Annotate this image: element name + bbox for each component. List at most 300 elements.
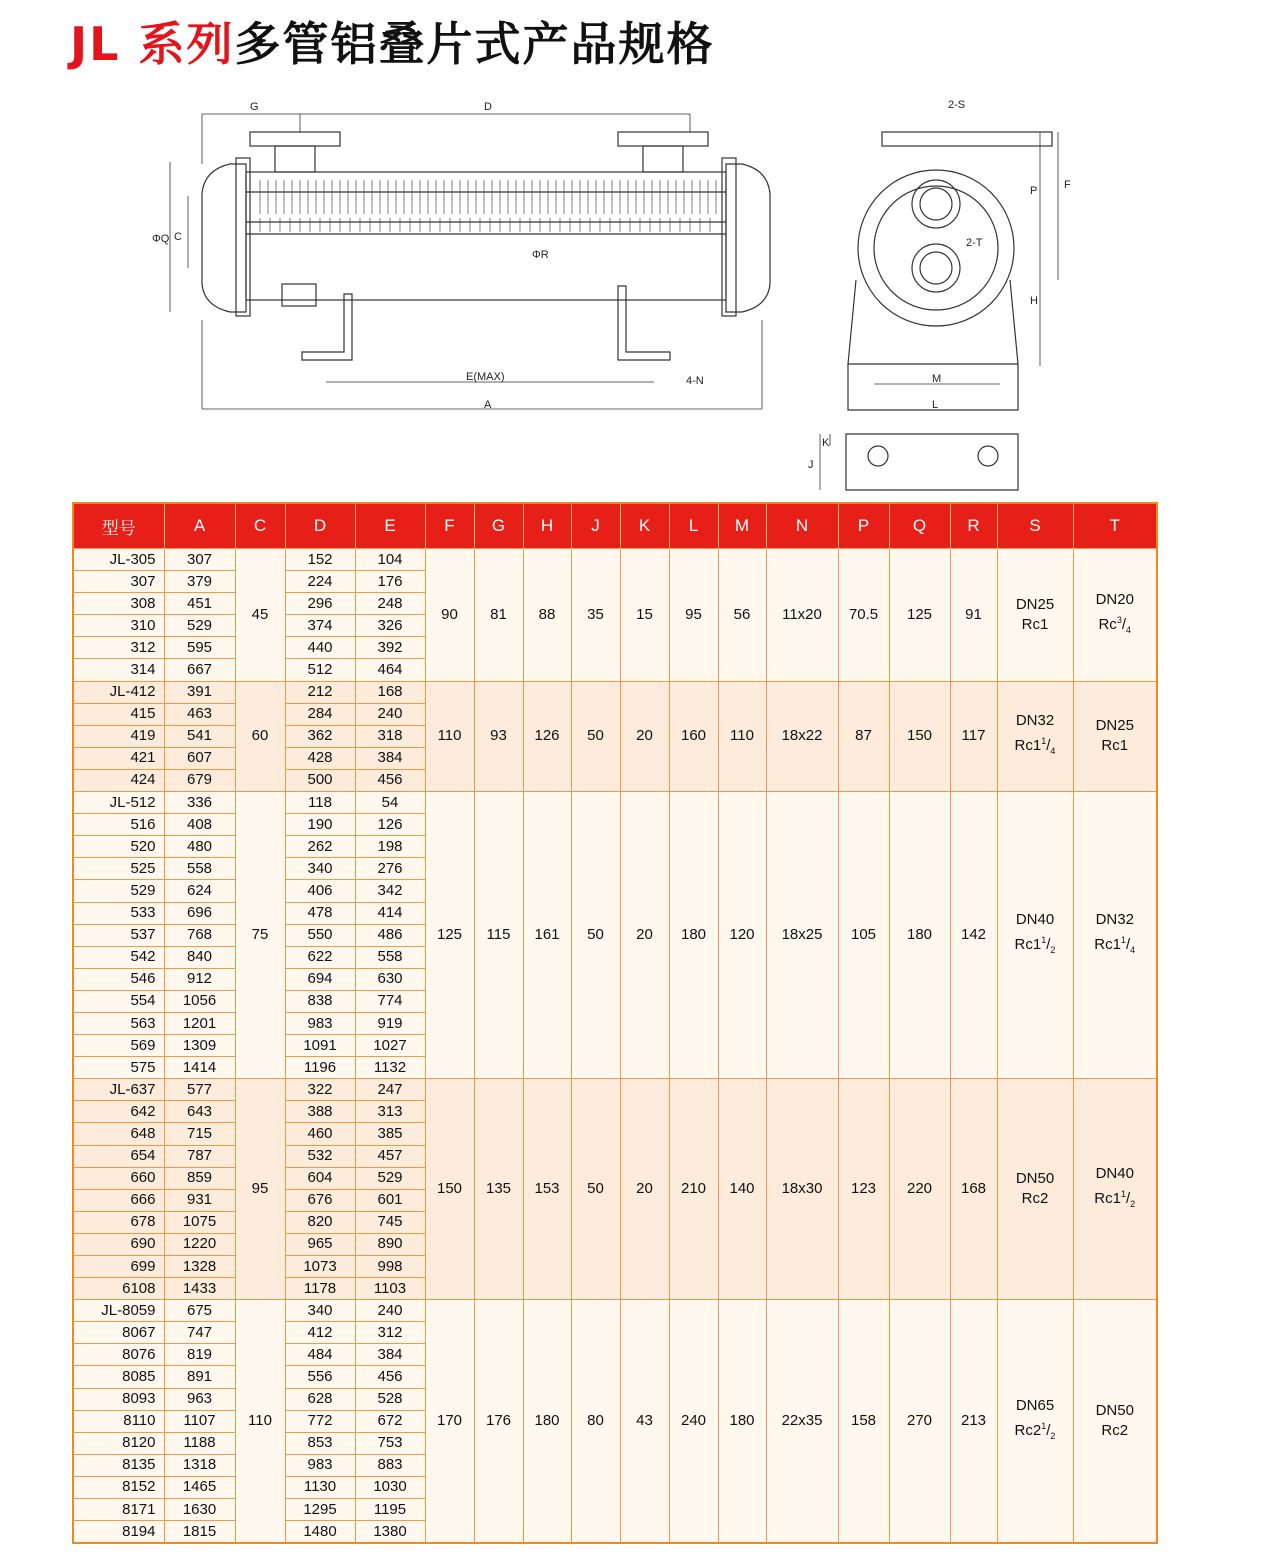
cell-d: 262 xyxy=(285,836,355,858)
cell-a: 480 xyxy=(164,836,235,858)
cell-j: 35 xyxy=(571,549,620,682)
dim-label-g: G xyxy=(250,101,259,113)
cell-a: 336 xyxy=(164,792,235,814)
dim-label-4n: 4-N xyxy=(686,375,704,387)
cell-e: 753 xyxy=(355,1432,425,1454)
col-header-g: G xyxy=(474,503,523,549)
cell-j: 50 xyxy=(571,681,620,791)
cell-r: 117 xyxy=(950,681,997,791)
cell-a: 1107 xyxy=(164,1410,235,1432)
cell-e: 457 xyxy=(355,1145,425,1167)
cell-m: 180 xyxy=(718,1300,766,1544)
cell-g: 135 xyxy=(474,1079,523,1300)
cell-a: 1328 xyxy=(164,1256,235,1278)
cell-e: 456 xyxy=(355,1366,425,1388)
cell-d: 838 xyxy=(285,990,355,1012)
cell-h: 88 xyxy=(523,549,571,682)
cell-model: 690 xyxy=(73,1233,164,1255)
cell-model: JL-512 xyxy=(73,792,164,814)
cell-c: 95 xyxy=(235,1079,285,1300)
cell-model: 6108 xyxy=(73,1278,164,1300)
shell-body xyxy=(246,172,726,300)
conn-size: DN25 xyxy=(1095,717,1134,735)
cell-s xyxy=(997,1079,1073,1300)
cell-a: 1201 xyxy=(164,1012,235,1034)
cell-r: 142 xyxy=(950,792,997,1079)
cell-d: 676 xyxy=(285,1189,355,1211)
cell-d: 152 xyxy=(285,549,355,571)
cell-model: 563 xyxy=(73,1012,164,1034)
cell-d: 412 xyxy=(285,1322,355,1344)
cell-model: 314 xyxy=(73,659,164,681)
conn-thread: Rc1 xyxy=(1014,737,1042,755)
cell-a: 1309 xyxy=(164,1035,235,1057)
cell-a: 840 xyxy=(164,946,235,968)
page-title xyxy=(70,14,714,74)
cell-model: JL-412 xyxy=(73,681,164,703)
col-header-t: T xyxy=(1073,503,1157,549)
cell-e: 276 xyxy=(355,858,425,880)
cell-d: 1196 xyxy=(285,1057,355,1079)
cell-e: 392 xyxy=(355,637,425,659)
dim-label-2t: 2-T xyxy=(966,237,983,249)
cell-p: 87 xyxy=(838,681,889,791)
cell-model: 8076 xyxy=(73,1344,164,1366)
cell-d: 484 xyxy=(285,1344,355,1366)
conn-fraction-num: 1 xyxy=(1041,1421,1047,1432)
cell-n: 22x35 xyxy=(766,1300,838,1544)
cell-model: 575 xyxy=(73,1057,164,1079)
cell-e: 1027 xyxy=(355,1035,425,1057)
cell-a: 1075 xyxy=(164,1211,235,1233)
cell-model: 8152 xyxy=(73,1476,164,1498)
technical-drawing xyxy=(70,84,1160,496)
cell-e: 558 xyxy=(355,946,425,968)
cell-a: 1056 xyxy=(164,990,235,1012)
cell-a: 747 xyxy=(164,1322,235,1344)
cell-model: 542 xyxy=(73,946,164,968)
cell-c: 45 xyxy=(235,549,285,682)
cell-s: DN40 $Rc1^1/_2$ xyxy=(997,792,1073,1079)
dim-label-l: L xyxy=(932,399,939,411)
cell-d: 532 xyxy=(285,1145,355,1167)
cell-c: 75 xyxy=(235,792,285,1079)
cell-d: 622 xyxy=(285,946,355,968)
cell-model: 660 xyxy=(73,1167,164,1189)
dim-label-phi-r: ΦR xyxy=(532,249,549,261)
cell-e: 528 xyxy=(355,1388,425,1410)
conn-fraction-num: 3 xyxy=(1116,614,1122,625)
cell-e: 168 xyxy=(355,681,425,703)
cell-model: 525 xyxy=(73,858,164,880)
conn-size: DN25 xyxy=(1015,595,1055,613)
cell-e: 240 xyxy=(355,703,425,725)
cell-d: 512 xyxy=(285,659,355,681)
cell-a: 819 xyxy=(164,1344,235,1366)
cell-e: 529 xyxy=(355,1167,425,1189)
cell-d: 556 xyxy=(285,1366,355,1388)
cell-a: 891 xyxy=(164,1366,235,1388)
cell-d: 224 xyxy=(285,571,355,593)
cell-model: JL-305 xyxy=(73,549,164,571)
cell-model: 529 xyxy=(73,880,164,902)
cell-a: 679 xyxy=(164,769,235,791)
cell-model: 699 xyxy=(73,1256,164,1278)
cell-a: 1630 xyxy=(164,1499,235,1521)
dim-label-m: M xyxy=(932,373,942,385)
conn-thread: Rc2 xyxy=(1021,1190,1049,1208)
cell-a: 595 xyxy=(164,637,235,659)
table-group xyxy=(73,792,1157,1079)
cell-model: 8085 xyxy=(73,1366,164,1388)
cell-e: 384 xyxy=(355,747,425,769)
cell-f: 170 xyxy=(425,1300,474,1544)
cell-model: 678 xyxy=(73,1211,164,1233)
cell-a: 667 xyxy=(164,659,235,681)
dim-label-k: K xyxy=(822,437,830,449)
cell-h: 126 xyxy=(523,681,571,791)
cell-g: 115 xyxy=(474,792,523,1079)
cell-e: 312 xyxy=(355,1322,425,1344)
cell-a: 558 xyxy=(164,858,235,880)
conn-size: DN32 xyxy=(1015,712,1055,730)
cell-model: 308 xyxy=(73,593,164,615)
cell-d: 694 xyxy=(285,968,355,990)
cell-a: 1220 xyxy=(164,1233,235,1255)
cell-e: 104 xyxy=(355,549,425,571)
cell-model: 666 xyxy=(73,1189,164,1211)
cell-n: 18x22 xyxy=(766,681,838,791)
conn-thread: Rc1 xyxy=(1101,737,1129,755)
conn-size: DN50 xyxy=(1095,1402,1134,1420)
cell-e: 919 xyxy=(355,1012,425,1034)
cell-model: 419 xyxy=(73,725,164,747)
cell-d: 1295 xyxy=(285,1499,355,1521)
cell-t: DN32 $Rc1^1/_4$ xyxy=(1073,792,1157,1079)
cell-d: 853 xyxy=(285,1432,355,1454)
cell-t xyxy=(1073,1300,1157,1544)
cell-l: 160 xyxy=(669,681,718,791)
cell-m: 110 xyxy=(718,681,766,791)
conn-size: DN40 xyxy=(1095,1165,1134,1183)
cell-p: 70.5 xyxy=(838,549,889,682)
cell-d: 212 xyxy=(285,681,355,703)
cell-a: 463 xyxy=(164,703,235,725)
dim-label-j: J xyxy=(808,459,814,471)
cell-a: 1465 xyxy=(164,1476,235,1498)
cell-q: 180 xyxy=(889,792,950,1079)
cell-e: 54 xyxy=(355,792,425,814)
col-header-j: J xyxy=(571,503,620,549)
table-group xyxy=(73,1079,1157,1300)
cell-e: 240 xyxy=(355,1300,425,1322)
cell-model: 554 xyxy=(73,990,164,1012)
cell-j: 80 xyxy=(571,1300,620,1544)
col-header-m: M xyxy=(718,503,766,549)
cell-e: 1195 xyxy=(355,1499,425,1521)
cell-model: 8120 xyxy=(73,1432,164,1454)
cell-m: 140 xyxy=(718,1079,766,1300)
cell-d: 628 xyxy=(285,1388,355,1410)
cell-d: 983 xyxy=(285,1012,355,1034)
cell-e: 464 xyxy=(355,659,425,681)
cell-d: 1130 xyxy=(285,1476,355,1498)
conn-fraction-num: 1 xyxy=(1041,935,1047,946)
table-group xyxy=(73,681,1157,791)
cell-h: 180 xyxy=(523,1300,571,1544)
cell-k: 15 xyxy=(620,549,669,682)
table-row xyxy=(73,549,1157,571)
col-header-k: K xyxy=(620,503,669,549)
cell-a: 624 xyxy=(164,880,235,902)
cell-e: 248 xyxy=(355,593,425,615)
cell-t xyxy=(1073,681,1157,791)
cell-f: 150 xyxy=(425,1079,474,1300)
cell-model: 8067 xyxy=(73,1322,164,1344)
table-row xyxy=(73,1079,1157,1101)
cell-model: 520 xyxy=(73,836,164,858)
cell-d: 1073 xyxy=(285,1256,355,1278)
cell-r: 91 xyxy=(950,549,997,682)
cell-e: 601 xyxy=(355,1189,425,1211)
cell-n: 18x25 xyxy=(766,792,838,1079)
cell-d: 428 xyxy=(285,747,355,769)
cell-a: 529 xyxy=(164,615,235,637)
col-header-q: Q xyxy=(889,503,950,549)
cell-model: 648 xyxy=(73,1123,164,1145)
cell-e: 890 xyxy=(355,1233,425,1255)
cell-t: DN20 $Rc^3/_4$ xyxy=(1073,549,1157,682)
cell-e: 998 xyxy=(355,1256,425,1278)
cell-d: 772 xyxy=(285,1410,355,1432)
conn-thread: Rc1 xyxy=(1021,615,1049,633)
cell-a: 577 xyxy=(164,1079,235,1101)
col-header-a: A xyxy=(164,503,235,549)
cell-e: 385 xyxy=(355,1123,425,1145)
cell-a: 912 xyxy=(164,968,235,990)
cell-h: 153 xyxy=(523,1079,571,1300)
cell-model: 533 xyxy=(73,902,164,924)
cell-c: 110 xyxy=(235,1300,285,1544)
cell-model: 421 xyxy=(73,747,164,769)
dim-label-e-max: E(MAX) xyxy=(466,371,505,383)
cell-d: 820 xyxy=(285,1211,355,1233)
title-series: JL 系列 xyxy=(70,17,235,71)
cell-a: 379 xyxy=(164,571,235,593)
conn-fraction-den: 4 xyxy=(1126,624,1132,635)
cell-e: 384 xyxy=(355,1344,425,1366)
cell-d: 362 xyxy=(285,725,355,747)
cell-d: 284 xyxy=(285,703,355,725)
col-header-l: L xyxy=(669,503,718,549)
cell-a: 541 xyxy=(164,725,235,747)
conn-fraction-den: 2 xyxy=(1130,1199,1136,1210)
cell-d: 1178 xyxy=(285,1278,355,1300)
cell-d: 440 xyxy=(285,637,355,659)
cell-d: 118 xyxy=(285,792,355,814)
cell-d: 460 xyxy=(285,1123,355,1145)
cell-q: 220 xyxy=(889,1079,950,1300)
cell-model: 546 xyxy=(73,968,164,990)
cell-k: 20 xyxy=(620,792,669,1079)
cell-e: 1132 xyxy=(355,1057,425,1079)
cell-e: 672 xyxy=(355,1410,425,1432)
col-header-h: H xyxy=(523,503,571,549)
cell-d: 1480 xyxy=(285,1521,355,1544)
dim-label-h: H xyxy=(1030,295,1038,307)
cell-j: 50 xyxy=(571,792,620,1079)
cell-p: 158 xyxy=(838,1300,889,1544)
cell-k: 43 xyxy=(620,1300,669,1544)
conn-size: DN40 xyxy=(1015,911,1055,929)
cell-model: 424 xyxy=(73,769,164,791)
cell-model: 8135 xyxy=(73,1454,164,1476)
cell-a: 643 xyxy=(164,1101,235,1123)
col-header-p: P xyxy=(838,503,889,549)
cell-d: 406 xyxy=(285,880,355,902)
cell-model: 516 xyxy=(73,814,164,836)
cell-a: 931 xyxy=(164,1189,235,1211)
cell-d: 374 xyxy=(285,615,355,637)
conn-thread: Rc xyxy=(1098,615,1117,633)
cell-a: 859 xyxy=(164,1167,235,1189)
cell-a: 696 xyxy=(164,902,235,924)
cell-model: 642 xyxy=(73,1101,164,1123)
cell-l: 210 xyxy=(669,1079,718,1300)
cell-n: 11x20 xyxy=(766,549,838,682)
cell-model: 415 xyxy=(73,703,164,725)
col-header-e: E xyxy=(355,503,425,549)
table-row xyxy=(73,792,1157,814)
cell-e: 1030 xyxy=(355,1476,425,1498)
cell-e: 774 xyxy=(355,990,425,1012)
cell-e: 247 xyxy=(355,1079,425,1101)
conn-thread: Rc1 xyxy=(1094,936,1121,954)
cell-model: JL-637 xyxy=(73,1079,164,1101)
conn-size: DN32 xyxy=(1095,911,1134,929)
cell-s xyxy=(997,549,1073,682)
cell-l: 180 xyxy=(669,792,718,1079)
dim-label-p: P xyxy=(1030,185,1038,197)
cell-model: 307 xyxy=(73,571,164,593)
cell-d: 340 xyxy=(285,858,355,880)
cell-e: 342 xyxy=(355,880,425,902)
cell-e: 313 xyxy=(355,1101,425,1123)
cell-model: 537 xyxy=(73,924,164,946)
cell-a: 1433 xyxy=(164,1278,235,1300)
cell-g: 93 xyxy=(474,681,523,791)
cell-f: 110 xyxy=(425,681,474,791)
cell-e: 126 xyxy=(355,814,425,836)
cell-s: DN32 $Rc1^1/_4$ xyxy=(997,681,1073,791)
cell-a: 963 xyxy=(164,1388,235,1410)
cell-e: 414 xyxy=(355,902,425,924)
cell-c: 60 xyxy=(235,681,285,791)
conn-thread: Rc1 xyxy=(1014,936,1042,954)
cell-s: DN65 $Rc2^1/_2$ xyxy=(997,1300,1073,1544)
cell-model: JL-8059 xyxy=(73,1300,164,1322)
cell-e: 318 xyxy=(355,725,425,747)
table-row xyxy=(73,681,1157,703)
cell-j: 50 xyxy=(571,1079,620,1300)
cell-q: 125 xyxy=(889,549,950,682)
cell-d: 1091 xyxy=(285,1035,355,1057)
cell-model: 569 xyxy=(73,1035,164,1057)
cell-d: 296 xyxy=(285,593,355,615)
cell-d: 983 xyxy=(285,1454,355,1476)
conn-fraction-num: 1 xyxy=(1041,736,1047,747)
conn-fraction-num: 1 xyxy=(1120,935,1126,946)
cell-p: 123 xyxy=(838,1079,889,1300)
cell-f: 125 xyxy=(425,792,474,1079)
cell-a: 1815 xyxy=(164,1521,235,1544)
col-header-r: R xyxy=(950,503,997,549)
col-header-d: D xyxy=(285,503,355,549)
dim-label-f: F xyxy=(1064,179,1071,191)
cell-a: 1188 xyxy=(164,1432,235,1454)
table-group xyxy=(73,1300,1157,1544)
cell-e: 883 xyxy=(355,1454,425,1476)
cell-model: 8093 xyxy=(73,1388,164,1410)
cell-model: 312 xyxy=(73,637,164,659)
cell-a: 451 xyxy=(164,593,235,615)
cell-model: 8171 xyxy=(73,1499,164,1521)
cell-r: 213 xyxy=(950,1300,997,1544)
cell-a: 715 xyxy=(164,1123,235,1145)
cell-a: 675 xyxy=(164,1300,235,1322)
cell-q: 150 xyxy=(889,681,950,791)
conn-size: DN20 xyxy=(1095,590,1134,608)
cell-a: 391 xyxy=(164,681,235,703)
cell-d: 340 xyxy=(285,1300,355,1322)
dim-label-d: D xyxy=(484,101,492,113)
cell-e: 486 xyxy=(355,924,425,946)
cell-m: 56 xyxy=(718,549,766,682)
cell-f: 90 xyxy=(425,549,474,682)
title-product: 多管铝叠片式产品规格 xyxy=(234,17,715,71)
cell-d: 604 xyxy=(285,1167,355,1189)
cell-a: 307 xyxy=(164,549,235,571)
cell-e: 456 xyxy=(355,769,425,791)
cell-p: 105 xyxy=(838,792,889,1079)
conn-thread: Rc2 xyxy=(1101,1422,1129,1440)
col-header-model: 型号 xyxy=(73,503,164,549)
cell-d: 322 xyxy=(285,1079,355,1101)
cell-r: 168 xyxy=(950,1079,997,1300)
cell-d: 550 xyxy=(285,924,355,946)
conn-fraction-den: 4 xyxy=(1130,945,1136,956)
cell-model: 654 xyxy=(73,1145,164,1167)
dim-label-a: A xyxy=(484,399,492,411)
cell-a: 768 xyxy=(164,924,235,946)
cell-d: 388 xyxy=(285,1101,355,1123)
cell-a: 1318 xyxy=(164,1454,235,1476)
cell-d: 190 xyxy=(285,814,355,836)
cell-d: 500 xyxy=(285,769,355,791)
col-header-c: C xyxy=(235,503,285,549)
col-header-f: F xyxy=(425,503,474,549)
col-header-n: N xyxy=(766,503,838,549)
dim-label-c: C xyxy=(174,231,182,243)
cell-d: 965 xyxy=(285,1233,355,1255)
cell-k: 20 xyxy=(620,1079,669,1300)
table-group xyxy=(73,549,1157,682)
table-row xyxy=(73,1300,1157,1322)
conn-fraction-den: 2 xyxy=(1050,1431,1056,1442)
cell-e: 1103 xyxy=(355,1278,425,1300)
cell-model: 8194 xyxy=(73,1521,164,1544)
conn-fraction-den: 2 xyxy=(1050,945,1056,956)
